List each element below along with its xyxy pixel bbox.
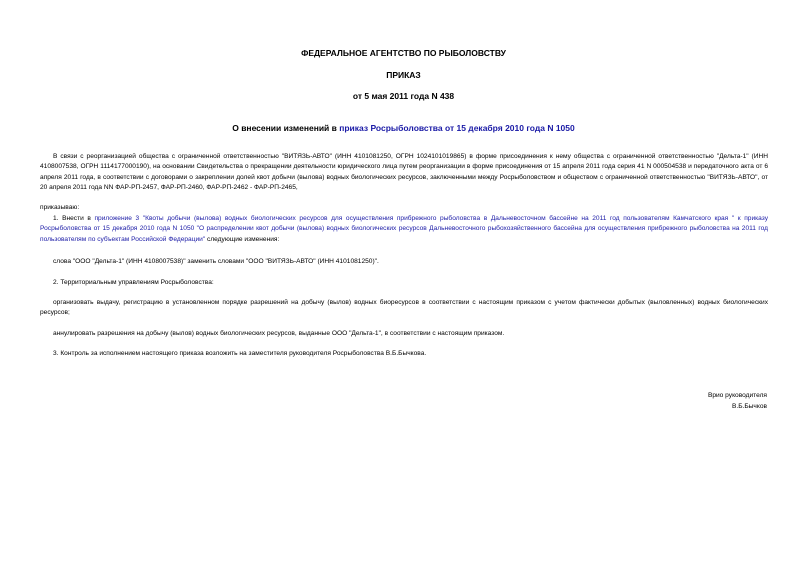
item-2-b-line: аннулировать разрешения на добычу (вылов) водных биологических ресурсов, выданные ООО "Дельта-1", в соответствии с настоящим приказом. [53, 330, 505, 337]
agency-heading: ФЕДЕРАЛЬНОЕ АГЕНТСТВО ПО РЫБОЛОВСТВУ [301, 48, 506, 58]
title-link[interactable]: приказ Росрыболовства от 15 декабря 2010 года N 1050 [339, 123, 575, 133]
doc-type-heading: ПРИКАЗ [386, 70, 421, 80]
intro-paragraph: В связи с реорганизацией общества с ограниченной ответственностью "ВИТЯЗЬ-АВТО" (ИНН 4101081250, ОГРН 1024101019865) в форме присоединения к нему общества с ограниченной ответственностью "Дельта-1" (ИНН 4108007538, ОГРН 1114177000190), на основании Свидетельства о прекращении деятельности юридического лица путем реорганизации в форме присоединения от 15 апреля 2011 года серия 41 N 000504538 и передаточного акта от 6 апреля 2011 года, в соответствии с договорами о закреплении долей квот добычи (вылова) водных биологических ресурсов, заключенными между Росрыболовством и обществом с ограниченной ответственностью "ВИТЯЗЬ-АВТО", от 20 апреля 2011 года NN ФАР-РП-2457, ФАР-РП-2460, ФАР-РП-2462 - ФАР-РП-2465, [40, 153, 768, 192]
item-2-line: 2. Территориальным управлениям Росрыболовства: [53, 279, 214, 286]
item-3-line: 3. Контроль за исполнением настоящего приказа возложить на заместителя руководителя Росрыболовства В.Б.Бычкова. [53, 350, 427, 357]
item-2-a-paragraph: организовать выдачу, регистрацию в установленном порядке разрешений на добычу (вылов) водных биоресурсов в соответствии с настоящим приказом с учетом фактически добытых (выловленных) водных биологических ресурсов; [40, 299, 768, 317]
signature-name: В.Б.Бычков [731, 403, 767, 410]
order-word: приказываю: [40, 204, 80, 211]
item-1-suffix: следующие изменения: [205, 235, 280, 243]
document-title [0, 123, 807, 133]
item-1-prefix: 1. Внести в [53, 215, 95, 222]
appendix-link[interactable]: приложение 3 "Квоты добычи (вылова) водных биологических ресурсов для осуществления прибрежного рыболовства в Дальневосточном бассейне на 2011 год пользователям Камчатского края " к приказу Росрыболовства от 15 декабря 2010 года N 1050 "О распределении квот добычи (вылова) водных биологических ресурсов Дальневосточного рыбохозяйственного бассейна для осуществления прибрежного рыболовства на 2011 год пользователям по субъектам Российской Федерации" [40, 215, 768, 243]
replace-words-line: слова "ООО "Дельта-1" (ИНН 4108007538)" заменить словами "ООО "ВИТЯЗЬ-АВТО" (ИНН 4101081250)". [53, 258, 379, 265]
item-1-paragraph [40, 214, 768, 245]
signature-position: Врио руководителя [707, 392, 767, 399]
date-number-heading: от 5 мая 2011 года N 438 [352, 91, 455, 101]
title-prefix: О внесении изменений в [232, 123, 340, 133]
